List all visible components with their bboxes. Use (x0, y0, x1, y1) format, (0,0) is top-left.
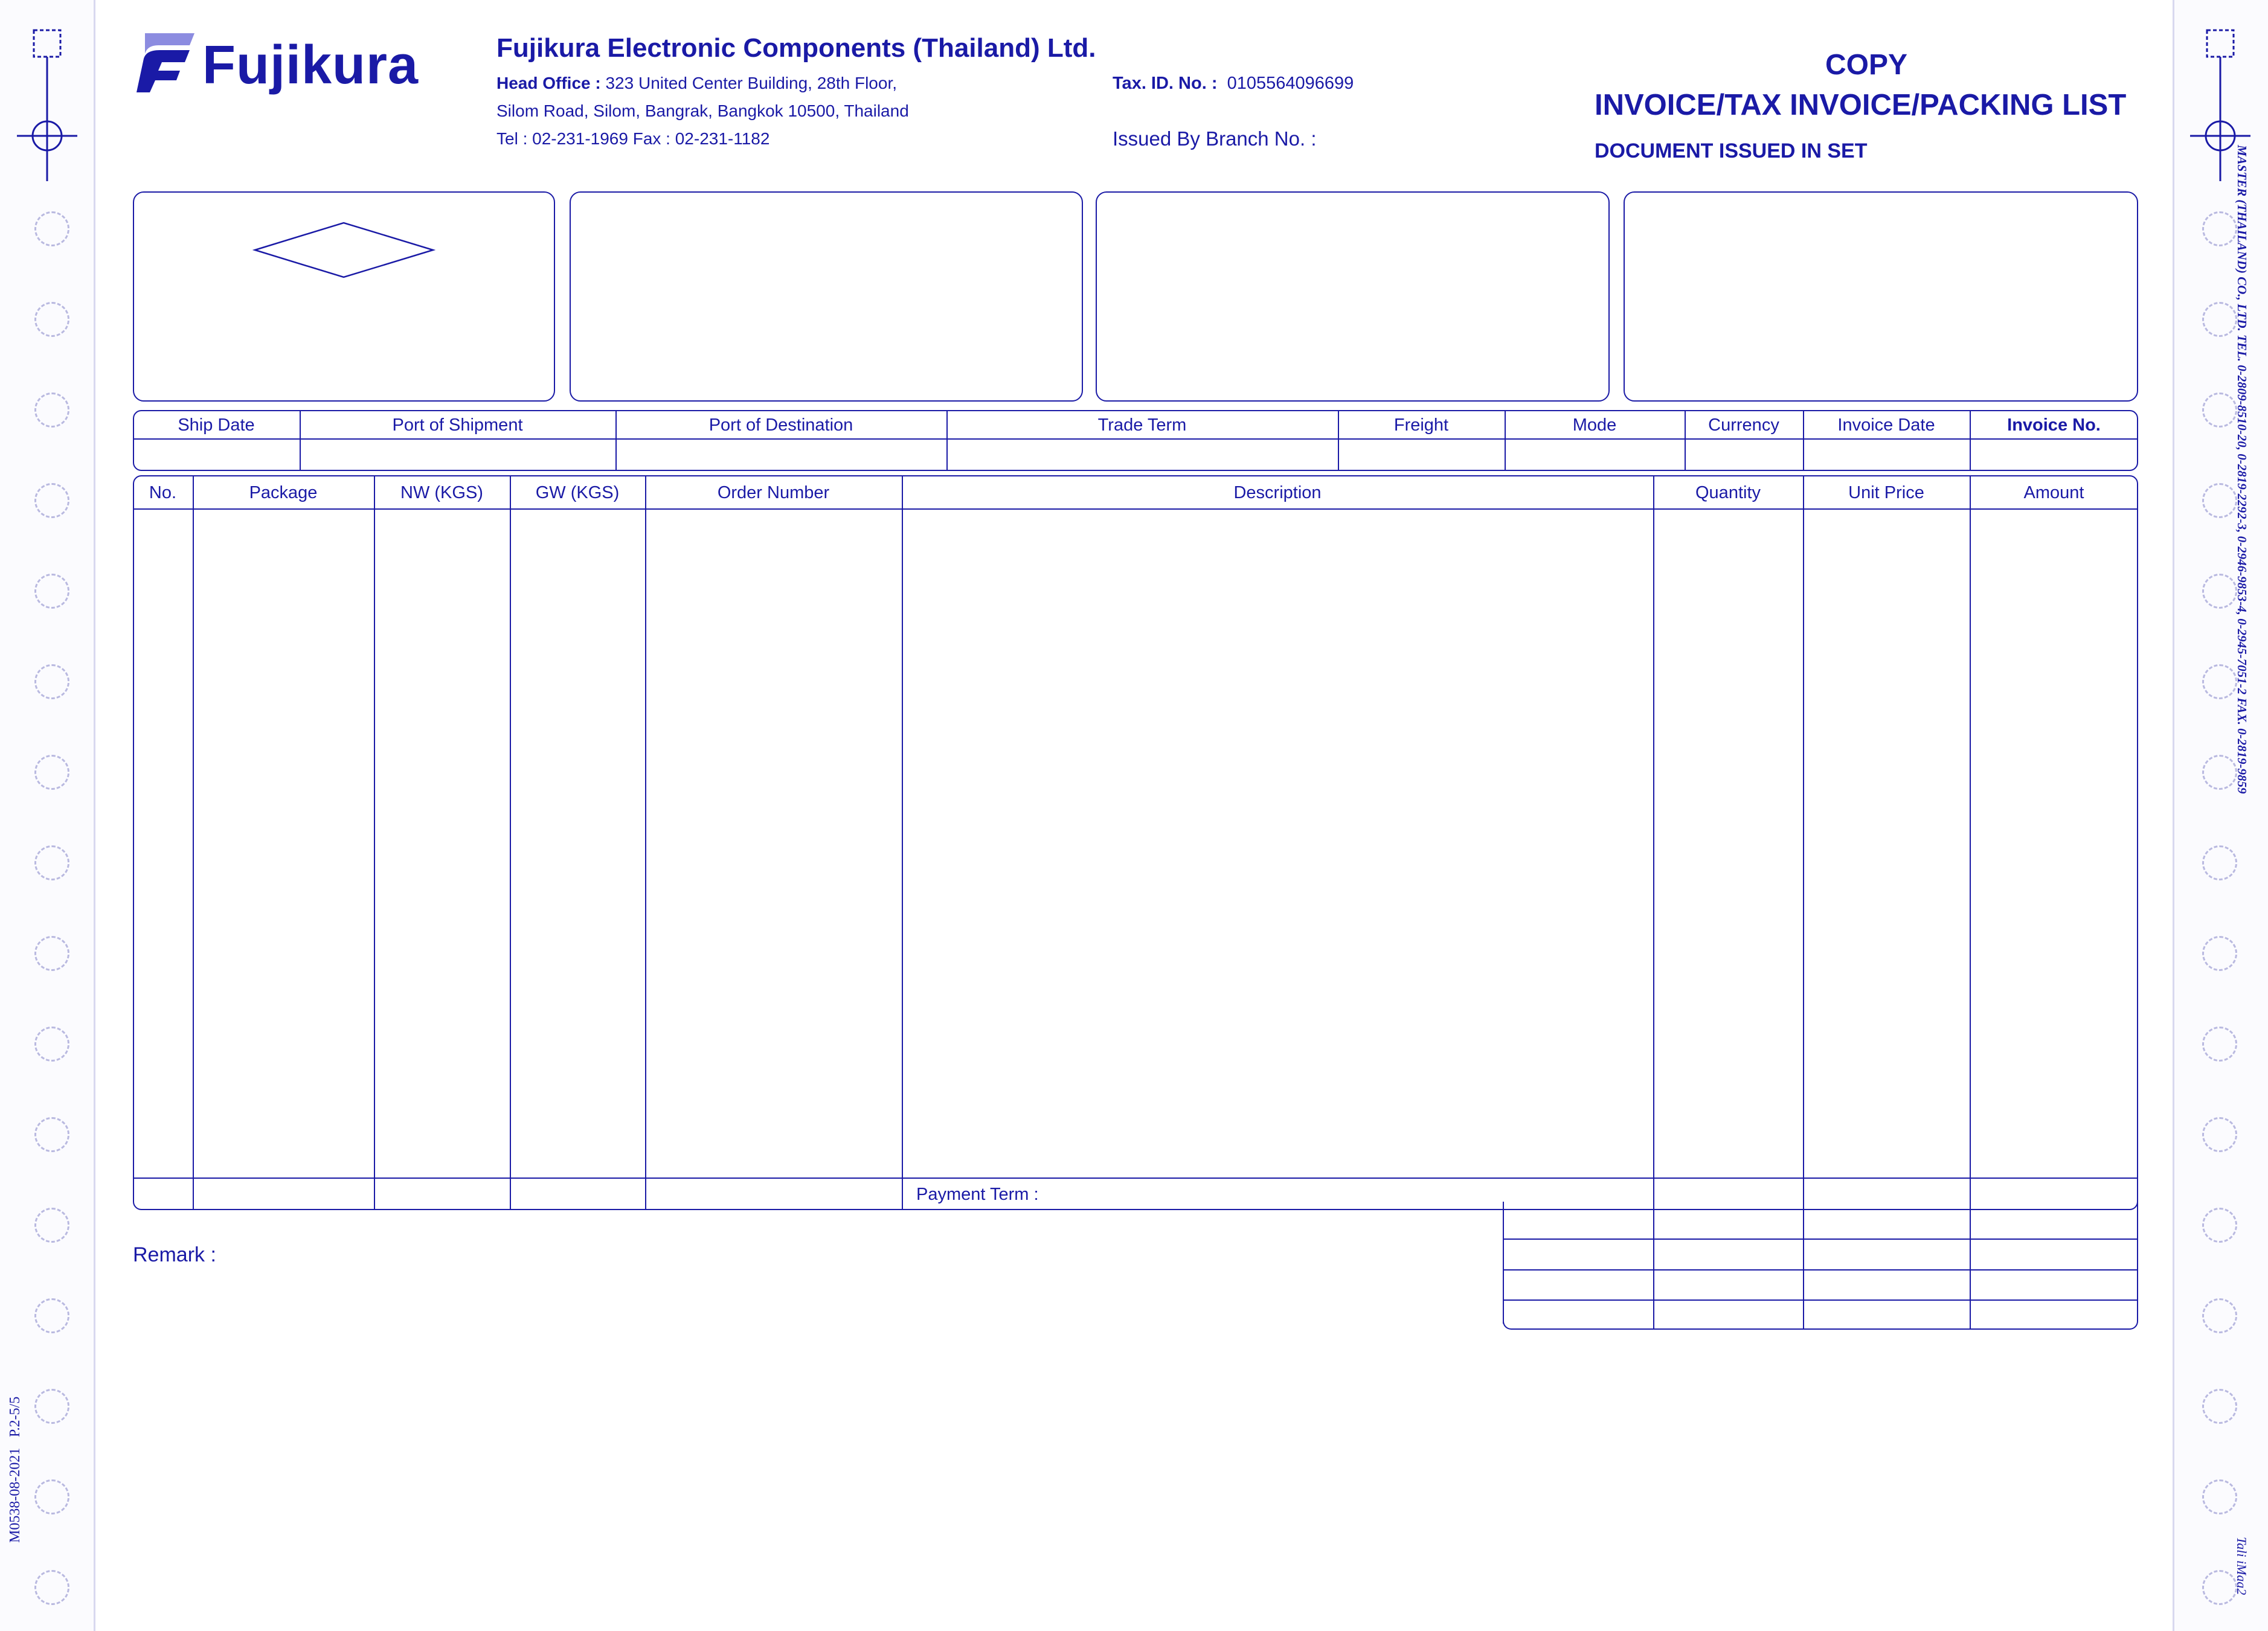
diamond-shape (252, 220, 436, 280)
tax-id-label: Tax. ID. No. : (1113, 74, 1218, 93)
feed-hole (2202, 755, 2237, 790)
panel-1 (133, 191, 555, 402)
feed-hole (34, 1208, 69, 1243)
shipping-header-9: Invoice No. (2007, 415, 2101, 435)
feed-hole (2202, 1298, 2237, 1333)
feed-hole (34, 1027, 69, 1062)
head-office-label: Head Office : (496, 74, 601, 92)
feed-hole (2202, 574, 2237, 609)
feed-hole (2202, 393, 2237, 428)
feed-hole (2202, 664, 2237, 699)
item-header-2: Package (249, 483, 318, 502)
feed-hole (2202, 936, 2237, 971)
document-title: INVOICE/TAX INVOICE/PACKING LIST (1595, 89, 2127, 121)
feed-hole (34, 755, 69, 790)
tel-fax: Tel : 02-231-1969 Fax : 02-231-1182 (496, 129, 770, 148)
panel-2 (570, 191, 1083, 402)
shipping-header-1: Ship Date (178, 415, 255, 435)
feed-hole (34, 845, 69, 880)
form-page-text: P.2-5/5 (7, 1396, 23, 1437)
feed-hole (34, 1389, 69, 1424)
printer-credit-text: MASTER (THAILAND) CO., LTD. TEL. 0-2809-8510-20, 0-2819-2292-3, 0-2946-9853-4, 0-2945-7051-2 FAX. 0-2819-9859 (2235, 145, 2249, 794)
panel-3 (1096, 191, 1610, 402)
feed-hole (34, 1117, 69, 1152)
shipping-header-4: Trade Term (1097, 415, 1187, 435)
address-line-2: Silom Road, Silom, Bangrak, Bangkok 10500, Thailand (496, 101, 909, 120)
item-header-6: Description (1233, 483, 1322, 502)
remark-label: Remark : (133, 1243, 216, 1266)
shipping-header-7: Currency (1708, 415, 1779, 435)
feed-hole (2202, 1389, 2237, 1424)
item-header-7: Quantity (1695, 483, 1761, 502)
shipping-header-5: Freight (1393, 415, 1449, 435)
shipping-header-6: Mode (1572, 415, 1617, 435)
feed-hole (34, 936, 69, 971)
address-line-1: 323 United Center Building, 28th Floor, (605, 74, 898, 92)
company-logo-text: Fujikura (202, 35, 419, 95)
panel-4 (1624, 191, 2138, 402)
feed-hole (34, 574, 69, 609)
feed-hole (2202, 211, 2237, 246)
shipping-header-2: Port of Shipment (392, 415, 523, 435)
item-header-8: Unit Price (1848, 483, 1924, 502)
feed-hole (34, 1570, 69, 1605)
item-header-4: GW (KGS) (535, 483, 620, 502)
shipping-header-8: Invoice Date (1837, 415, 1935, 435)
feed-hole (34, 211, 69, 246)
item-header-5: Order Number (717, 483, 830, 502)
feed-hole (34, 483, 69, 518)
totals-box (1503, 1202, 2138, 1330)
left-registration-mark (17, 24, 77, 187)
feed-hole (2202, 1117, 2237, 1152)
item-header-9: Amount (2023, 483, 2084, 502)
feed-hole (2202, 1027, 2237, 1062)
feed-hole (2202, 483, 2237, 518)
document-subtitle: DOCUMENT ISSUED IN SET (1595, 139, 1868, 162)
head-office-line (496, 72, 897, 94)
branch-label: Issued By Branch No. : (1113, 127, 1317, 150)
feed-hole (2202, 845, 2237, 880)
form-code-text: M0538-08-2021 (7, 1447, 23, 1543)
feed-hole (34, 302, 69, 337)
feed-hole (34, 1479, 69, 1514)
copy-label: COPY (1825, 49, 1908, 81)
tax-id-value: 0105564096699 (1227, 74, 1354, 93)
feed-hole (2202, 1479, 2237, 1514)
item-header-1: No. (149, 483, 177, 502)
printer-code-text: Tali iMaa2 (2234, 1537, 2249, 1595)
item-header-3: NW (KGS) (400, 483, 483, 502)
fujikura-logo-icon (134, 27, 201, 94)
feed-hole (34, 393, 69, 428)
feed-hole (2202, 1570, 2237, 1605)
items-table (133, 475, 2138, 1210)
feed-hole (34, 1298, 69, 1333)
feed-hole (34, 664, 69, 699)
feed-hole (2202, 302, 2237, 337)
feed-hole (2202, 1208, 2237, 1243)
payment-term-label: Payment Term : (916, 1185, 1039, 1204)
shipping-header-3: Port of Destination (708, 415, 853, 435)
tax-id-line (1113, 72, 1354, 94)
company-name: Fujikura Electronic Components (Thailand) Ltd. (496, 33, 1096, 63)
